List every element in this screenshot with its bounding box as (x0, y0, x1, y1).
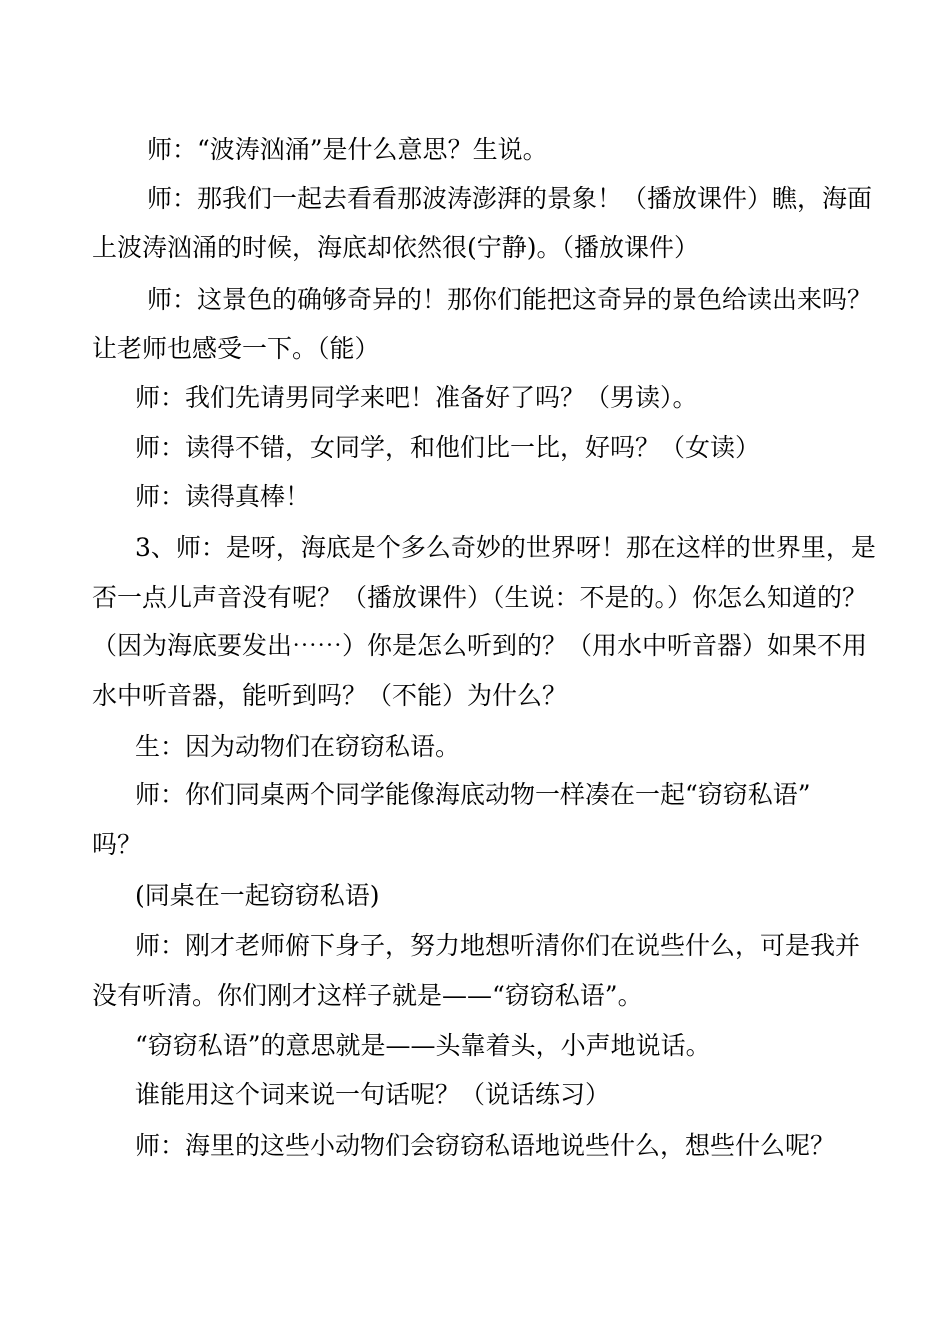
text-line-8: 师：读得真棒！ (135, 482, 311, 511)
text-line-2: 师：那我们一起去看看那波涛澎湃的景象！（播放课件）瞧，海面 (147, 184, 873, 213)
text-line-6: 师：我们先请男同学来吧！准备好了吗？（男读）。 (135, 383, 698, 412)
text-line-12: 水中听音器，能听到吗？（不能）为什么？ (92, 681, 568, 710)
text-line-10: 否一点儿声音没有呢？（播放课件）（生说：不是的。）你怎么知道的？ (92, 583, 868, 612)
text-line-7: 师：读得不错，女同学，和他们比一比，好吗？（女读） (135, 433, 761, 462)
text-line-11: （因为海底要发出⋯⋯）你是怎么听到的？（用水中听音器）如果不用 (92, 631, 868, 660)
text-line-5: 让老师也感受一下。（能） (92, 334, 380, 363)
text-line-16: (同桌在一起窃窃私语) (135, 881, 380, 910)
text-line-21: 师：海里的这些小动物们会窃窃私语地说些什么，想些什么呢？ (135, 1131, 836, 1160)
text-line-17: 师：刚才老师俯下身子，努力地想听清你们在说些什么，可是我并 (135, 931, 861, 960)
text-line-4: 师：这景色的确够奇异的！那你们能把这奇异的景色给读出来吗？ (147, 285, 873, 314)
text-line-18: 没有听清。你们刚才这样子就是——“窃窃私语”。 (92, 981, 643, 1010)
text-line-14: 师：你们同桌两个同学能像海底动物一样凑在一起“窃窃私语” (135, 780, 811, 809)
text-line-9: 3、师：是呀，海底是个多么奇妙的世界呀！那在这样的世界里，是 (135, 533, 876, 562)
text-line-3: 上波涛汹涌的时候，海底却依然很(宁静)。（播放课件） (92, 233, 700, 262)
text-line-15: 吗？ (92, 830, 143, 859)
text-line-1: 师：“波涛汹涌”是什么意思？生说。 (147, 135, 548, 164)
text-line-19: “窃窃私语”的意思就是——头靠着头，小声地说话。 (135, 1031, 711, 1060)
text-line-20: 谁能用这个词来说一句话呢？（说话练习） (135, 1080, 611, 1109)
text-line-13: 生：因为动物们在窃窃私语。 (135, 732, 461, 761)
